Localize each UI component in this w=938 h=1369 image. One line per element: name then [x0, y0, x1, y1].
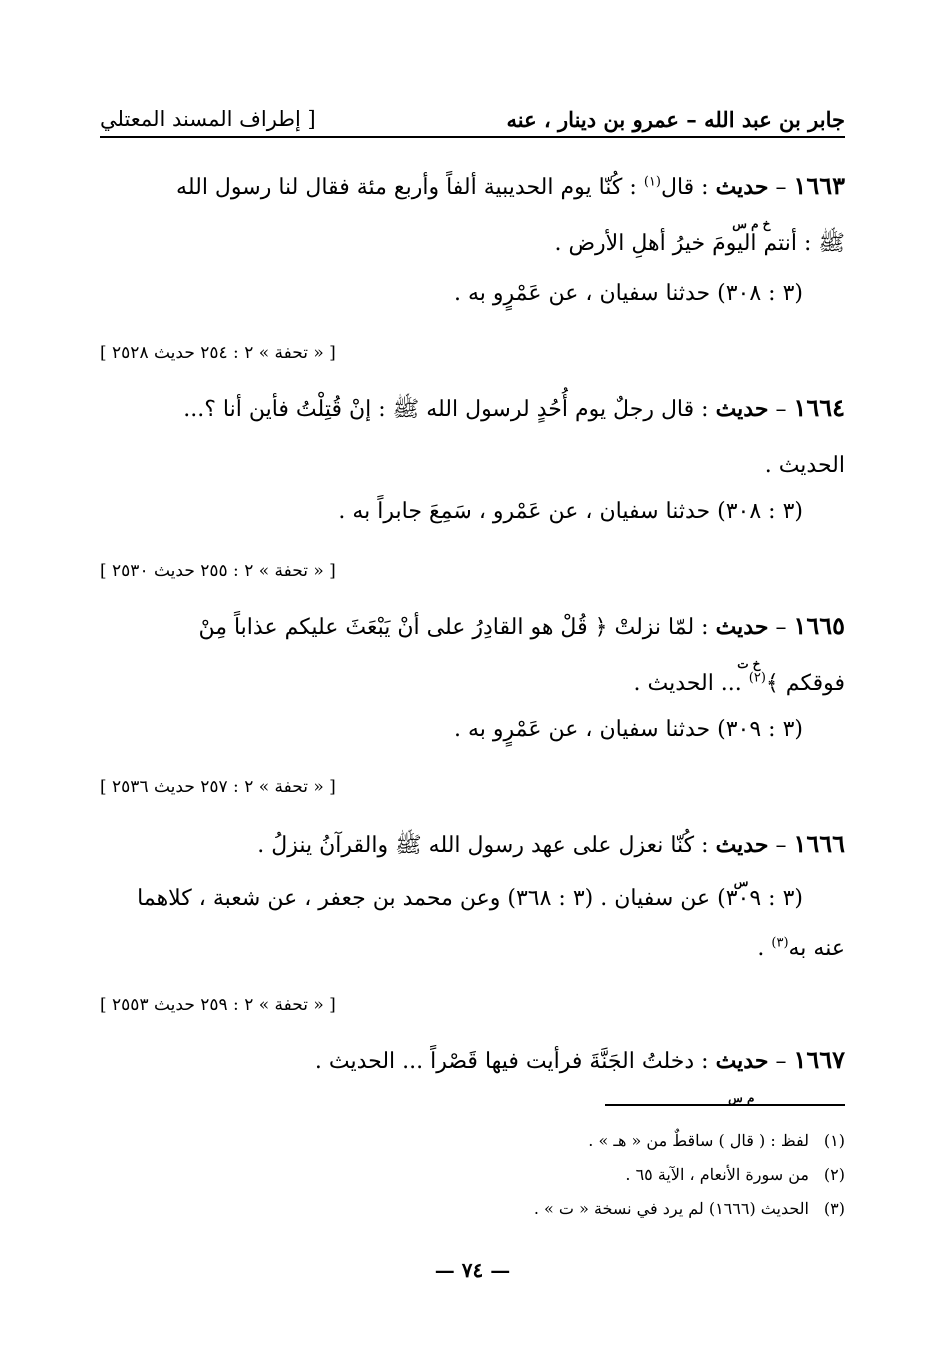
- source-line: (٣ : ٣٠٩) عن سفيان . (٣ : ٣٦٨) وعن محمد بن جعفر ، عن شعبة ، كلاهما: [137, 886, 803, 911]
- page-number: — ٧٤ —: [434, 1258, 511, 1282]
- hadith-line: [100, 380, 845, 438]
- hadith-sigla: م س: [728, 1091, 755, 1105]
- tuhfa-reference: [100, 556, 845, 586]
- footnote-text: لفظ : ( قال ) ساقطٌ من « هـ » .: [588, 1131, 809, 1150]
- hadith-text: : دخلتُ الجَنَّةَ فرأيت فيها قَصْراً ... الحديث .: [314, 1049, 709, 1074]
- dash: –: [775, 175, 787, 200]
- dash: –: [775, 615, 787, 640]
- hadith-entry: [100, 158, 845, 272]
- hadith-text: : كُنّا يوم الحديبية ألفاً وأربع مئة فقال لنا رسول الله: [176, 175, 637, 200]
- hadith-entry: [100, 816, 845, 889]
- source-block: [100, 874, 845, 974]
- hadith-keyword-text: حديث: [715, 614, 769, 640]
- footnote-item: [100, 1124, 845, 1158]
- hadith-line: ﷺ : أنتم اليومَ خيرُ أهلِ الأرض .: [554, 231, 845, 256]
- hadith-keyword: [715, 832, 769, 889]
- hadith-line: [100, 158, 845, 231]
- hadith-text: : قال: [660, 175, 709, 200]
- hadith-line: [100, 1032, 845, 1105]
- dash: –: [775, 397, 787, 422]
- footnote-ref: (٢): [748, 670, 766, 686]
- footnote-number: (٣): [823, 1199, 845, 1218]
- hadith-text: فوقكم ﴾: [765, 671, 845, 696]
- tuhfa-text: [ « تحفة » ٢ : ٢٥٥ حديث ٢٥٣٠ ]: [100, 561, 336, 581]
- hadith-keyword: حديث: [715, 396, 769, 422]
- header-book-title: [ إطراف المسند المعتلي: [100, 107, 316, 131]
- dash: –: [775, 1049, 787, 1074]
- hadith-sigla: س: [733, 875, 749, 889]
- tuhfa-reference: [100, 772, 845, 802]
- tuhfa-reference: [100, 990, 845, 1020]
- source-text: عنه به: [788, 936, 845, 961]
- header-chapter-title: جابر بن عبد الله – عمرو بن دينار ، عنه: [506, 106, 845, 132]
- tuhfa-text: [ « تحفة » ٢ : ٢٥٩ حديث ٢٥٥٣ ]: [100, 995, 336, 1015]
- hadith-keyword-text: حديث: [715, 1048, 769, 1074]
- hadith-keyword-text: حديث: [715, 174, 769, 200]
- source-line: (٣ : ٣٠٩) حدثنا سفيان ، عن عَمْرٍو به .: [454, 717, 803, 742]
- tuhfa-text: [ « تحفة » ٢ : ٢٥٤ حديث ٢٥٢٨ ]: [100, 343, 336, 363]
- footnote-text: من سورة الأنعام ، الآية ٦٥ .: [625, 1165, 809, 1184]
- source-text: .: [757, 936, 765, 961]
- hadith-entry: [100, 380, 845, 494]
- footnote-ref: (١): [643, 174, 661, 190]
- source-line: [100, 924, 845, 974]
- hadith-keyword-text: حديث: [715, 832, 769, 858]
- hadith-keyword: [715, 174, 771, 231]
- tuhfa-text: [ « تحفة » ٢ : ٢٥٧ حديث ٢٥٣٦ ]: [100, 777, 336, 797]
- dash: –: [775, 833, 787, 858]
- footnote-number: (٢): [823, 1165, 845, 1184]
- hadith-line: [100, 656, 845, 712]
- hadith-entry: [100, 598, 845, 712]
- hadith-text: : قال رجلٌ يوم أُحُدٍ لرسول الله ﷺ : إنْ قُتِلْتُ فأين أنا ؟...: [183, 397, 709, 422]
- hadith-sigla: خ م س: [732, 217, 771, 231]
- footnote-number: (١): [823, 1131, 845, 1150]
- hadith-line: [100, 598, 845, 671]
- footnote-separator: [605, 1104, 845, 1106]
- source-line: (٣ : ٣٠٨) حدثنا سفيان ، عن عَمْرٍو به .: [454, 281, 803, 306]
- footnote-text: الحديث (١٦٦٦) لم يرد في نسخة « ت » .: [533, 1199, 809, 1218]
- hadith-number: ١٦٦٥: [793, 611, 845, 640]
- hadith-number: ١٦٦٦: [793, 829, 845, 858]
- hadith-text: : لمّا نزلتْ ﴿ قُلْ هو القادِرُ على أنْ يَبْعَثَ عليكم عذاباً مِنْ: [198, 615, 709, 640]
- hadith-text: : كُنّا نعزل على عهد رسول الله ﷺ والقرآنُ ينزلُ .: [257, 833, 709, 858]
- hadith-entry: [100, 1032, 845, 1105]
- hadith-number: ١٦٦٣: [793, 171, 845, 200]
- tuhfa-reference: [100, 338, 845, 368]
- footnote-item: [100, 1192, 845, 1226]
- hadith-sigla: خ ت: [737, 657, 761, 671]
- hadith-keyword: [715, 614, 769, 671]
- running-header: [100, 102, 845, 138]
- book-page: [100, 0, 845, 1369]
- hadith-line: [100, 816, 845, 889]
- hadith-line: الحديث .: [764, 453, 845, 478]
- footnotes: [100, 1124, 845, 1226]
- footnote-ref: (٣): [771, 935, 789, 951]
- hadith-text: ... الحديث .: [633, 671, 742, 696]
- footnote-item: [100, 1158, 845, 1192]
- hadith-number: ١٦٦٤: [793, 393, 845, 422]
- hadith-keyword: [715, 1048, 769, 1105]
- hadith-number: ١٦٦٧: [793, 1045, 845, 1074]
- source-line: (٣ : ٣٠٨) حدثنا سفيان ، عن عَمْرو ، سَمِعَ جابراً به .: [338, 499, 803, 524]
